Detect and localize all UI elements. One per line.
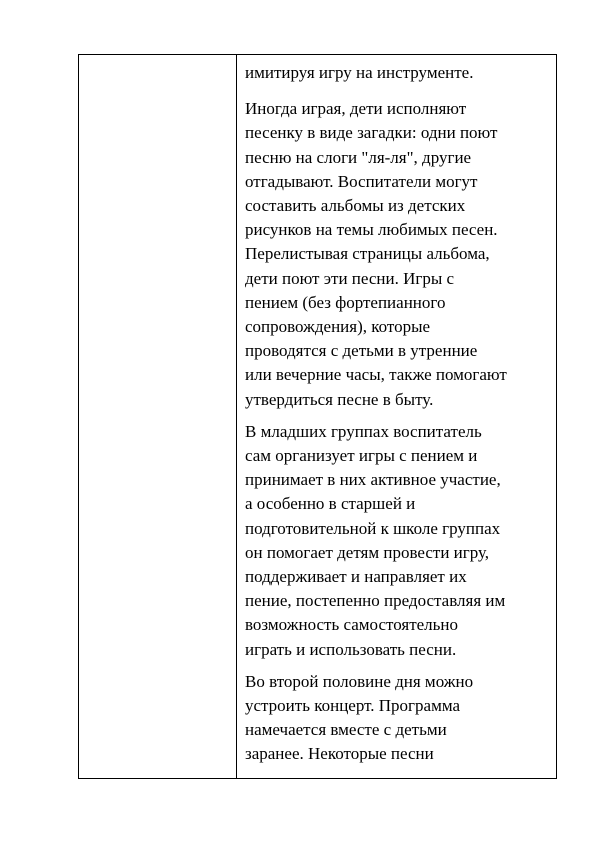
paragraph-4: Во второй половине дня можно устроить концерт. Программа намечается вместе с детьми заранее. Некоторые песни <box>245 671 474 764</box>
left-empty-cell <box>79 55 236 778</box>
paragraph-2: Иногда играя, дети исполняют песенку в виде загадки: одни поют песню на слоги "ля-ля", другие отгадывают. Воспитатели могут составить альбомы из детских рисунков на темы любимых песен. Перелистывая страницы альбома, дети поют эти песни. Игры с пением (без фортепианного сопровождения), которые проводятся с детьми в утренние или вечерние часы, также помогают утвердиться песне в быту. <box>245 99 507 409</box>
right-text-cell <box>245 61 552 775</box>
column-divider <box>236 55 237 778</box>
paragraph-3: В младших группах воспитатель сам организует игры с пением и принимает в них активное участие, а особенно в старшей и подготовительной к школе группах он помогает детям провести игру, поддерживает и направляет их пение, постепенно предоставляя им возможность самостоятельно играть и использовать песни. <box>245 421 506 659</box>
content-table <box>78 54 557 779</box>
paragraph-1: имитируя игру на инструменте. <box>245 63 474 82</box>
